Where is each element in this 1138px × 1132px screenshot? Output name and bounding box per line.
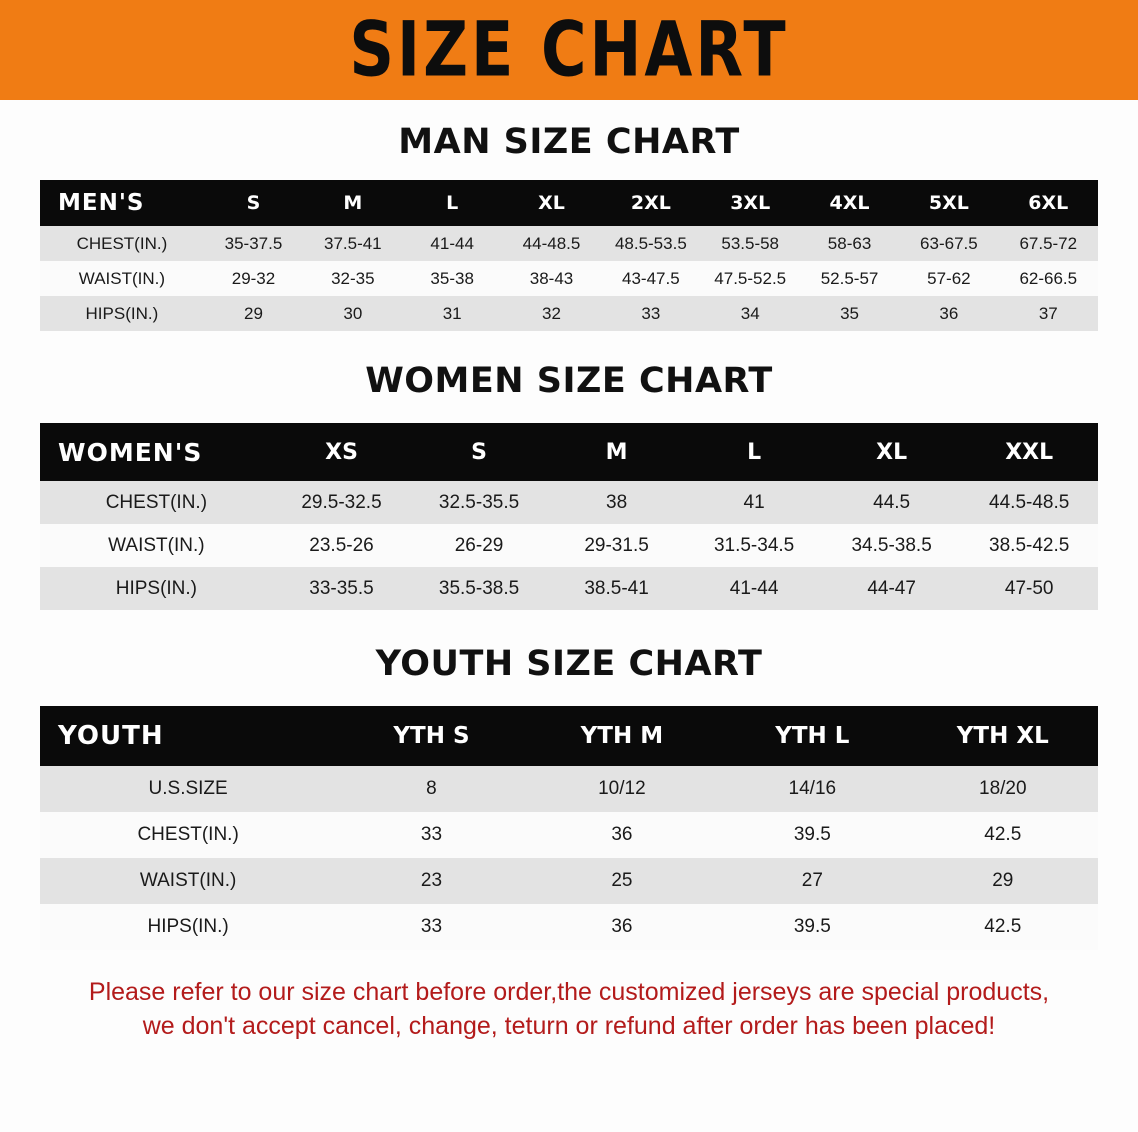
table-cell: 41-44 (685, 567, 823, 610)
row-label: WAIST(IN.) (40, 524, 273, 567)
table-cell: 30 (303, 296, 402, 331)
table-cell: 25 (527, 858, 717, 904)
men-header-cell: 3XL (701, 180, 800, 226)
row-label: HIPS(IN.) (40, 567, 273, 610)
women-size-table (40, 423, 1098, 610)
table-cell: 42.5 (908, 812, 1098, 858)
women-header-cell: XL (823, 423, 961, 481)
table-cell: 47.5-52.5 (701, 261, 800, 296)
table-cell: 67.5-72 (999, 226, 1098, 261)
table-cell: 39.5 (717, 904, 907, 950)
table-cell: 23.5-26 (273, 524, 411, 567)
row-label: HIPS(IN.) (40, 904, 336, 950)
women-header-label: WOMEN'S (40, 423, 273, 481)
table-row (40, 812, 1098, 858)
table-header-row (40, 706, 1098, 766)
table-cell: 37 (999, 296, 1098, 331)
table-cell: 44-48.5 (502, 226, 601, 261)
table-cell: 38 (548, 481, 686, 524)
table-cell: 18/20 (908, 766, 1098, 812)
table-cell: 53.5-58 (701, 226, 800, 261)
men-header-cell: 4XL (800, 180, 899, 226)
men-header-label: MEN'S (40, 180, 204, 226)
table-cell: 38-43 (502, 261, 601, 296)
table-row (40, 567, 1098, 610)
row-label: WAIST(IN.) (40, 261, 204, 296)
youth-header-cell: YTH S (336, 706, 526, 766)
table-cell: 31.5-34.5 (685, 524, 823, 567)
table-row (40, 226, 1098, 261)
table-cell: 44.5 (823, 481, 961, 524)
table-row (40, 296, 1098, 331)
table-cell: 63-67.5 (899, 226, 998, 261)
women-header-cell: L (685, 423, 823, 481)
table-cell: 33 (336, 812, 526, 858)
men-size-table (40, 180, 1098, 331)
table-header-row (40, 180, 1098, 226)
men-header-cell: XL (502, 180, 601, 226)
table-cell: 36 (527, 904, 717, 950)
table-cell: 32.5-35.5 (410, 481, 548, 524)
youth-table-wrap (0, 706, 1138, 950)
men-header-cell: 2XL (601, 180, 700, 226)
row-label: HIPS(IN.) (40, 296, 204, 331)
table-cell: 26-29 (410, 524, 548, 567)
women-section-title: WOMEN SIZE CHART (365, 361, 773, 401)
table-header-row (40, 423, 1098, 481)
table-cell: 41-44 (403, 226, 502, 261)
table-cell: 42.5 (908, 904, 1098, 950)
table-cell: 52.5-57 (800, 261, 899, 296)
table-cell: 47-50 (960, 567, 1098, 610)
table-cell: 36 (899, 296, 998, 331)
table-cell: 33 (336, 904, 526, 950)
table-cell: 32-35 (303, 261, 402, 296)
table-cell: 29-31.5 (548, 524, 686, 567)
men-header-cell: L (403, 180, 502, 226)
table-cell: 57-62 (899, 261, 998, 296)
youth-header-cell: YTH XL (908, 706, 1098, 766)
table-cell: 44.5-48.5 (960, 481, 1098, 524)
page-banner (0, 0, 1138, 100)
table-cell: 37.5-41 (303, 226, 402, 261)
table-cell: 41 (685, 481, 823, 524)
table-cell: 31 (403, 296, 502, 331)
table-row (40, 261, 1098, 296)
table-cell: 35-37.5 (204, 226, 303, 261)
table-cell: 62-66.5 (999, 261, 1098, 296)
table-cell: 44-47 (823, 567, 961, 610)
table-row (40, 766, 1098, 812)
table-cell: 27 (717, 858, 907, 904)
women-table-wrap (0, 423, 1138, 610)
table-row (40, 524, 1098, 567)
table-cell: 29 (908, 858, 1098, 904)
row-label: CHEST(IN.) (40, 226, 204, 261)
youth-header-cell: YTH L (717, 706, 907, 766)
women-header-cell: M (548, 423, 686, 481)
table-cell: 33 (601, 296, 700, 331)
table-cell: 38.5-42.5 (960, 524, 1098, 567)
table-cell: 34.5-38.5 (823, 524, 961, 567)
row-label: CHEST(IN.) (40, 812, 336, 858)
policy-note-line-2: we don't accept cancel, change, teturn or refund after order has been placed! (142, 1011, 996, 1040)
man-table-wrap (0, 180, 1138, 331)
table-cell: 14/16 (717, 766, 907, 812)
women-header-cell: XXL (960, 423, 1098, 481)
table-row (40, 904, 1098, 950)
man-section-title: MAN SIZE CHART (398, 122, 740, 162)
youth-size-table (40, 706, 1098, 950)
row-label: CHEST(IN.) (40, 481, 273, 524)
table-cell: 10/12 (527, 766, 717, 812)
table-cell: 33-35.5 (273, 567, 411, 610)
men-header-cell: M (303, 180, 402, 226)
table-cell: 36 (527, 812, 717, 858)
men-header-cell: S (204, 180, 303, 226)
table-row (40, 481, 1098, 524)
table-row (40, 858, 1098, 904)
table-cell: 23 (336, 858, 526, 904)
table-cell: 35.5-38.5 (410, 567, 548, 610)
table-cell: 39.5 (717, 812, 907, 858)
table-cell: 34 (701, 296, 800, 331)
women-header-cell: XS (273, 423, 411, 481)
page-title: SIZE CHART (349, 4, 789, 94)
table-cell: 58-63 (800, 226, 899, 261)
table-cell: 43-47.5 (601, 261, 700, 296)
table-cell: 32 (502, 296, 601, 331)
youth-header-cell: YTH M (527, 706, 717, 766)
table-cell: 35-38 (403, 261, 502, 296)
table-cell: 29 (204, 296, 303, 331)
table-cell: 29-32 (204, 261, 303, 296)
policy-note-line-1: Please refer to our size chart before order,the customized jerseys are special products, (88, 978, 1050, 1006)
table-cell: 38.5-41 (548, 567, 686, 610)
youth-header-label: YOUTH (40, 706, 336, 766)
row-label: U.S.SIZE (40, 766, 336, 812)
table-cell: 8 (336, 766, 526, 812)
women-header-cell: S (410, 423, 548, 481)
table-cell: 48.5-53.5 (601, 226, 700, 261)
youth-section-title: YOUTH SIZE CHART (375, 644, 763, 684)
row-label: WAIST(IN.) (40, 858, 336, 904)
men-header-cell: 6XL (999, 180, 1098, 226)
table-cell: 29.5-32.5 (273, 481, 411, 524)
table-cell: 35 (800, 296, 899, 331)
men-header-cell: 5XL (899, 180, 998, 226)
policy-note (36, 976, 1102, 1044)
